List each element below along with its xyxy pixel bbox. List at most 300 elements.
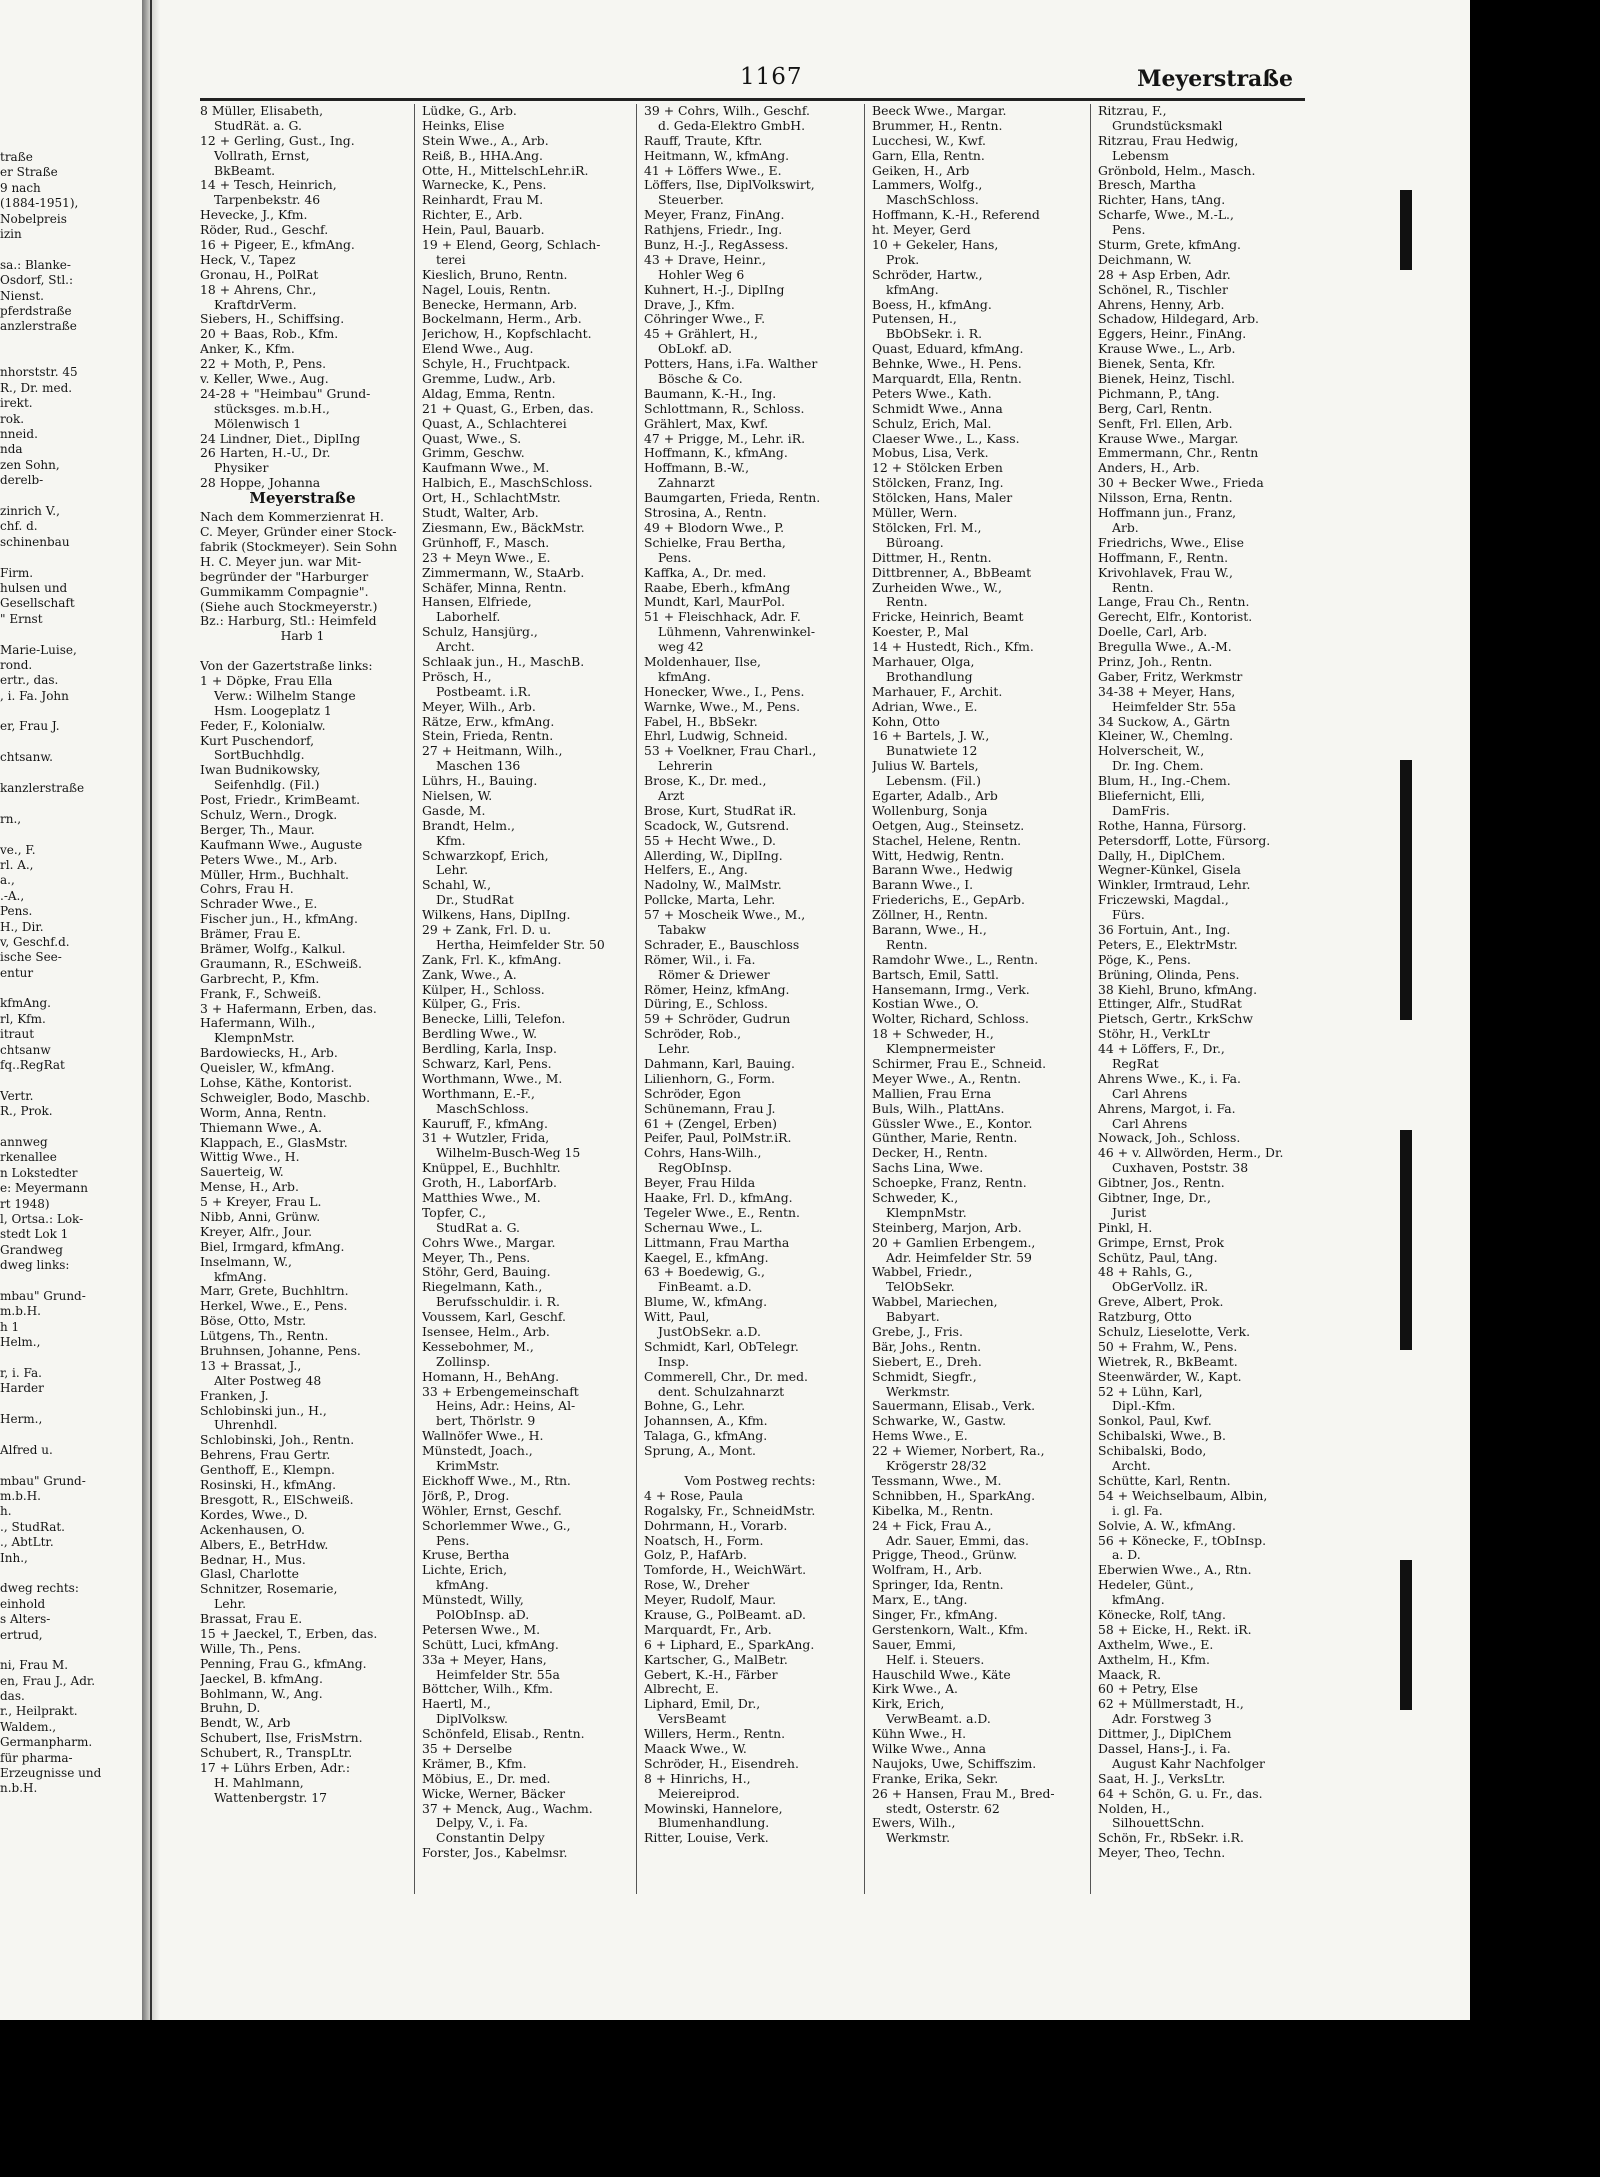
fragment-line (0, 1073, 140, 1088)
directory-entry: Anders, H., Arb. (1098, 460, 1200, 476)
fragment-line (0, 796, 140, 811)
directory-entry: Schoepke, Franz, Rentn. (872, 1175, 1027, 1191)
fragment-line: ., AbtLtr. (0, 1535, 54, 1550)
directory-entry: 56 + Könecke, F., tObInsp. (1098, 1532, 1267, 1548)
directory-entry: Wicke, Werner, Bäcker (422, 1785, 566, 1801)
fragment-line: mbau" Grund- (0, 1288, 86, 1303)
directory-entry: Beyer, Frau Hilda (644, 1175, 756, 1191)
fragment-line: s Alters- (0, 1612, 51, 1627)
directory-entry: Worthmann, E.-F., (422, 1085, 535, 1101)
directory-entry: Külper, H., Schloss. (422, 981, 545, 997)
directory-entry: Beeck Wwe., Margar. (872, 104, 1007, 118)
fragment-line: das. (0, 1689, 25, 1704)
directory-entry: 28 + Asp Erben, Adr. (1098, 266, 1231, 282)
directory-entry: Hoffmann, B.-W., (644, 460, 750, 476)
directory-entry: Rauff, Traute, Kftr. (644, 132, 763, 148)
fragment-line: n.b.H. (0, 1781, 38, 1796)
directory-entry: Lührs, H., Bauing. (422, 773, 538, 789)
directory-entry: Kleiner, W., Chemlng. (1098, 728, 1234, 744)
fragment-line: R., Dr. med. (0, 380, 73, 395)
fragment-line (0, 489, 140, 504)
directory-entry: Benecke, Lilli, Telefon. (422, 1011, 566, 1027)
fragment-line (0, 1458, 140, 1473)
directory-entry: begründer der "Harburger (200, 568, 369, 584)
directory-entry: Koester, P., Mal (872, 624, 969, 640)
directory-entry: Sauer, Emmi, (872, 1636, 957, 1652)
directory-entry: Meyer, Franz, FinAng. (644, 207, 785, 223)
directory-entry: Schyle, H., Fruchtpack. (422, 356, 571, 372)
directory-entry: Grundstücksmakl (1112, 117, 1223, 133)
directory-entry: Kfm. (436, 832, 466, 848)
directory-entry: Raabe, Eberh., kfmAng (644, 579, 791, 595)
directory-entry: Berdling, Karla, Insp. (422, 1041, 557, 1057)
directory-entry: 52 + Lühn, Karl, (1098, 1383, 1203, 1399)
gutter-line (150, 0, 152, 2020)
directory-entry: 47 + Prigge, M., Lehr. iR. (644, 430, 806, 446)
column-divider (1090, 104, 1091, 1894)
directory-entry: Schröder, Rob., (644, 1026, 742, 1042)
directory-entry: Hansen, Elfriede, (422, 594, 532, 610)
fragment-line: für pharma- (0, 1750, 73, 1765)
directory-entry: Barann, Wwe., H., (872, 921, 987, 937)
directory-entry: bert, Thörlstr. 9 (436, 1413, 536, 1429)
directory-entry: 17 + Lührs Erben, Adr.: (200, 1759, 351, 1775)
directory-entry: Lammers, Wolfg., (872, 177, 983, 193)
fragment-line: Helm., (0, 1335, 41, 1350)
directory-entry: Schwarke, W., Gastw. (872, 1413, 1007, 1429)
directory-entry: Klappach, E., GlasMstr. (200, 1134, 348, 1150)
directory-entry: 26 Harten, H.-U., Dr. (200, 445, 331, 461)
directory-entry: Worm, Anna, Rentn. (200, 1104, 327, 1120)
fragment-line: entur (0, 965, 34, 980)
directory-entry: Hansemann, Irmg., Verk. (872, 981, 1030, 997)
directory-entry: Berger, Th., Maur. (200, 821, 315, 837)
fragment-line: Inh., (0, 1550, 28, 1565)
directory-entry: Schlaak jun., H., MaschB. (422, 653, 585, 669)
directory-entry: Schibalski, Bodo, (1098, 1443, 1207, 1459)
fragment-line: nhorststr. 45 (0, 365, 78, 380)
directory-entry: Wolfram, H., Arb. (872, 1562, 983, 1578)
directory-entry: Krause, G., PolBeamt. aD. (644, 1606, 806, 1622)
directory-entry: Peters, E., ElektrMstr. (1098, 936, 1238, 952)
directory-entry: VersBeamt (658, 1711, 726, 1727)
directory-entry: Glasl, Charlotte (200, 1566, 299, 1582)
directory-entry: Brothandlung (886, 668, 973, 684)
directory-entry: Stölcken, Frl. M., (872, 519, 982, 535)
fragment-line: Firm. (0, 565, 34, 580)
directory-entry: Gerstenkorn, Walt., Kfm. (872, 1621, 1028, 1637)
fragment-line: 9 nach (0, 180, 41, 195)
directory-entry: Hedeler, Günt., (1098, 1577, 1194, 1593)
directory-entry: 14 + Hustedt, Rich., Kfm. (872, 639, 1034, 655)
directory-entry: Werkmstr. (886, 1830, 951, 1846)
street-heading: Meyerstraße (1137, 66, 1293, 92)
directory-entry: Ritter, Louise, Verk. (644, 1830, 769, 1846)
directory-entry: Bartsch, Emil, Sattl. (872, 966, 999, 982)
directory-entry: Franken, J. (200, 1387, 269, 1403)
directory-entry: Bendt, W., Arb (200, 1715, 291, 1731)
directory-entry: Schadow, Hildegard, Arb. (1098, 311, 1259, 327)
directory-entry: Krause Wwe., Margar. (1098, 430, 1239, 446)
directory-entry: Brämer, Wolfg., Kalkul. (200, 940, 346, 956)
directory-entry: Matthies Wwe., M. (422, 1190, 541, 1206)
fragment-line (0, 981, 140, 996)
directory-entry: 64 + Schön, G. u. Fr., das. (1098, 1785, 1263, 1801)
directory-entry: Schlobinski jun., H., (200, 1402, 327, 1418)
fragment-line: Harder (0, 1381, 44, 1396)
fragment-line: rn., (0, 811, 22, 826)
directory-entry: PolObInsp. aD. (436, 1606, 530, 1622)
directory-entry: Friedrichs, Wwe., Elise (1098, 534, 1244, 550)
fragment-line (0, 242, 140, 257)
directory-entry: ObLokf. aD. (658, 341, 733, 357)
directory-entry: Schlobinski, Joh., Rentn. (200, 1432, 355, 1448)
directory-entry: Bruhn, D. (200, 1700, 261, 1716)
directory-entry: Voussem, Karl, Geschf. (422, 1309, 566, 1325)
directory-column-5 (1098, 104, 1306, 1894)
directory-entry: Gebert, K.-H., Färber (644, 1666, 778, 1682)
directory-entry: Ahrens, Henny, Arb. (1098, 296, 1225, 312)
directory-entry: 1 + Döpke, Frau Ella (200, 672, 333, 688)
directory-entry (644, 1459, 856, 1474)
fragment-line: annweg (0, 1135, 48, 1149)
directory-entry: Gremme, Ludw., Arb. (422, 371, 556, 387)
directory-entry: Kurt Puschendorf, (200, 732, 315, 748)
directory-entry: Schlottmann, R., Schloss. (644, 400, 805, 416)
directory-entry: Nowack, Joh., Schloss. (1098, 1130, 1241, 1146)
fragment-line: n Lokstedter (0, 1165, 78, 1180)
directory-entry: Petersen Wwe., M. (422, 1621, 541, 1637)
fragment-line (0, 1643, 140, 1658)
fragment-line: zinrich V., (0, 503, 60, 518)
directory-entry: Schön, Fr., RbSekr. i.R. (1098, 1830, 1244, 1846)
directory-entry: Liphard, Emil, Dr., (644, 1696, 761, 1712)
fragment-line: rkenallee (0, 1150, 57, 1165)
directory-entry: ObGerVollz. iR. (1112, 1279, 1209, 1295)
directory-entry: Haake, Frl. D., kfmAng. (644, 1190, 793, 1206)
directory-entry: Schmidt, Siegfr., (872, 1368, 977, 1384)
directory-entry: Heinks, Elise (422, 117, 505, 133)
directory-entry: Reinhardt, Frau M. (422, 192, 544, 208)
directory-entry: Schrader Wwe., E. (200, 896, 318, 912)
directory-entry: Ritzrau, Frau Hedwig, (1098, 132, 1239, 148)
column-divider (414, 104, 415, 1894)
directory-entry: Berufsschuldir. i. R. (436, 1294, 560, 1310)
directory-entry: 18 + Ahrens, Chr., (200, 281, 317, 297)
directory-entry: Decker, H., Rentn. (872, 1145, 988, 1161)
directory-entry: Berg, Carl, Rentn. (1098, 400, 1213, 416)
directory-entry: 12 + Gerling, Gust., Ing. (200, 132, 355, 148)
directory-entry: Hsm. Loogeplatz 1 (214, 702, 332, 718)
directory-entry: Saat, H. J., VerksLtr. (1098, 1770, 1226, 1786)
fragment-line: Marie-Luise, (0, 642, 77, 657)
directory-entry: Sonkol, Paul, Kwf. (1098, 1413, 1212, 1429)
directory-entry: Pens. (436, 1532, 470, 1548)
directory-entry: Zahnarzt (658, 475, 715, 491)
directory-entry: Böse, Otto, Mstr. (200, 1313, 307, 1329)
directory-entry: Mallien, Frau Erna (872, 1085, 992, 1101)
directory-entry: Heins, Adr.: Heins, Al- (436, 1398, 576, 1414)
directory-entry: Wolter, Richard, Schloss. (872, 1011, 1029, 1027)
directory-entry: Wilhelm-Busch-Weg 15 (436, 1145, 581, 1161)
directory-entry: Quast, A., Schlachterei (422, 415, 567, 431)
directory-entry: KlempnMstr. (886, 1204, 967, 1220)
directory-entry: Knüppel, E., Buchhltr. (422, 1160, 561, 1176)
directory-entry: Grählert, Max, Kwf. (644, 415, 769, 431)
directory-entry: Pietsch, Gertr., KrkSchw (1098, 1011, 1253, 1027)
directory-entry: Genthoff, E., Klempn. (200, 1462, 335, 1478)
directory-entry: Löffers, Ilse, DiplVolkswirt, (644, 177, 815, 193)
directory-entry: Bösche & Co. (658, 371, 743, 387)
directory-entry: Nadolny, W., MalMstr. (644, 877, 782, 893)
left-page-fragment (0, 150, 140, 1797)
directory-entry: 20 + Gamlien Erbengem., (872, 1234, 1036, 1250)
directory-entry: Peters Wwe., M., Arb. (200, 851, 338, 867)
directory-entry: Haertl, M., (422, 1696, 491, 1712)
directory-entry: Anker, K., Kfm. (200, 341, 295, 357)
directory-entry: Tessmann, Wwe., M. (872, 1472, 1002, 1488)
directory-entry: Ort, H., SchlachtMstr. (422, 490, 561, 506)
directory-column-2 (422, 104, 627, 1894)
directory-entry: d. Geda-Elektro GmbH. (658, 117, 806, 133)
directory-entry: Arzt (658, 787, 685, 803)
fragment-line: Grandweg (0, 1242, 63, 1257)
directory-entry: Thiemann Wwe., A. (200, 1119, 322, 1135)
directory-entry: Commerell, Chr., Dr. med. (644, 1368, 808, 1384)
directory-entry: Tegeler Wwe., E., Rentn. (644, 1204, 800, 1220)
directory-entry: Schernau Wwe., L. (644, 1219, 763, 1235)
fragment-line: " Ernst (0, 611, 43, 626)
directory-entry: Zank, Frl. K., kfmAng. (422, 951, 562, 967)
directory-entry: 53 + Voelkner, Frau Charl., (644, 743, 817, 759)
directory-entry: Mobus, Lisa, Verk. (872, 445, 989, 461)
directory-entry: Brose, Kurt, StudRat iR. (644, 802, 797, 818)
directory-entry: 51 + Fleischhack, Adr. F. (644, 609, 801, 625)
directory-entry: Boess, H., kfmAng. (872, 296, 992, 312)
fragment-line: rond. (0, 657, 33, 672)
directory-entry: kfmAng. (886, 281, 939, 297)
directory-entry: Moldenhauer, Ilse, (644, 653, 761, 669)
fragment-line (0, 1350, 140, 1365)
directory-entry: 23 + Meyn Wwe., E. (422, 549, 551, 565)
directory-entry: Bienek, Heinz, Tischl. (1098, 371, 1235, 387)
directory-entry: Fricke, Heinrich, Beamt (872, 609, 1024, 625)
directory-entry: Prigge, Theod., Grünw. (872, 1547, 1017, 1563)
directory-entry: Hoffmann, K.-H., Referend (872, 207, 1040, 223)
directory-entry: Post, Friedr., KrimBeamt. (200, 792, 361, 808)
directory-entry: Emmermann, Chr., Rentn (1098, 445, 1259, 461)
directory-entry: Lebensm. (Fil.) (886, 773, 981, 789)
directory-entry: 55 + Hecht Wwe., D. (644, 832, 776, 848)
directory-entry: Jaeckel, B. kfmAng. (200, 1670, 323, 1686)
directory-entry: Behrens, Frau Gertr. (200, 1447, 331, 1463)
directory-entry: Stölcken, Franz, Ing. (872, 475, 1004, 491)
directory-entry: Rathjens, Friedr., Ing. (644, 222, 783, 238)
directory-entry: Brämer, Frau E. (200, 926, 301, 942)
directory-entry: Schäfer, Minna, Rentn. (422, 579, 567, 595)
directory-entry: Hohler Weg 6 (658, 266, 745, 282)
directory-entry: Elend Wwe., Aug. (422, 341, 534, 357)
directory-entry: Schwarzkopf, Erich, (422, 847, 549, 863)
fragment-line: H., Dir. (0, 919, 44, 934)
directory-entry: Lüdke, G., Arb. (422, 104, 517, 118)
directory-entry: Seifenhdlg. (Fil.) (214, 777, 320, 793)
directory-entry: 4 + Rose, Paula (644, 1487, 743, 1503)
directory-entry: 46 + v. Allwörden, Herm., Dr. (1098, 1145, 1284, 1161)
directory-entry: 8 + Hinrichs, H., (644, 1770, 751, 1786)
directory-entry: Graumann, R., ESchweiß. (200, 955, 362, 971)
directory-entry: Wittig Wwe., H. (200, 1149, 300, 1165)
directory-entry: stücksges. m.b.H., (214, 400, 330, 416)
directory-entry: Claeser Wwe., L., Kass. (872, 430, 1020, 446)
directory-entry: Sauermann, Elisab., Verk. (872, 1398, 1036, 1414)
directory-entry: Schirmer, Frau E., Schneid. (872, 1056, 1047, 1071)
directory-entry: MaschSchloss. (886, 192, 979, 208)
directory-entry: RegRat (1112, 1056, 1159, 1071)
directory-entry: 59 + Schröder, Gudrun (644, 1011, 791, 1027)
directory-entry: Fabel, H., BbSekr. (644, 713, 758, 729)
directory-entry: 58 + Eicke, H., Rekt. iR. (1098, 1621, 1252, 1637)
directory-entry: Ritzrau, F., (1098, 104, 1167, 118)
directory-entry: Dittmer, H., Rentn. (872, 549, 992, 565)
directory-entry: Rentn. (886, 594, 928, 610)
fragment-line: Nienst. (0, 288, 44, 303)
column-divider (864, 104, 865, 1894)
directory-entry: Warnke, Wwe., M., Pens. (644, 698, 801, 714)
directory-entry: Wilkens, Hans, DiplIng. (422, 907, 571, 923)
directory-entry: weg 42 (658, 639, 704, 655)
directory-entry: Dipl.-Kfm. (1112, 1398, 1176, 1414)
directory-entry: Peters Wwe., Kath. (872, 385, 992, 401)
directory-entry: Carl Ahrens (1112, 1115, 1188, 1131)
fragment-line (0, 704, 140, 719)
directory-entry: Meyer Wwe., A., Rentn. (872, 1070, 1022, 1086)
directory-entry: dent. Schulzahnarzt (658, 1383, 785, 1399)
directory-entry: Helfers, E., Ang. (644, 862, 748, 878)
directory-entry: Julius W. Bartels, (872, 758, 979, 774)
directory-entry: Bregulla Wwe., A.-M. (1098, 639, 1232, 655)
fragment-line: fq..RegRat (0, 1058, 65, 1073)
directory-entry: Stöhr, Gerd, Bauing. (422, 1264, 551, 1280)
directory-entry: Studt, Walter, Arb. (422, 505, 539, 521)
directory-entry: Sturm, Grete, kfmAng. (1098, 237, 1241, 253)
directory-entry: Jörß, P., Drog. (422, 1487, 510, 1503)
directory-entry: Doelle, Carl, Arb. (1098, 624, 1208, 640)
directory-entry: Harb 1 (280, 628, 325, 644)
directory-entry: 16 + Bartels, J. W., (872, 728, 990, 744)
directory-entry: Marquardt, Ella, Rentn. (872, 371, 1022, 387)
directory-entry: Gaber, Fritz, Werkmstr (1098, 668, 1243, 684)
directory-entry: Axthelm, Wwe., E. (1098, 1636, 1214, 1652)
directory-entry: Kauruff, F., kfmAng. (422, 1115, 548, 1131)
directory-entry: Kordes, Wwe., D. (200, 1506, 308, 1522)
fragment-line: ve., F. (0, 842, 36, 857)
directory-entry: Carl Ahrens (1112, 1085, 1188, 1101)
directory-entry: Quast, Eduard, kfmAng. (872, 341, 1024, 357)
directory-entry: 16 + Pigeer, E., kfmAng. (200, 237, 355, 253)
fragment-line (0, 1274, 140, 1289)
directory-entry: Ahrens, Margot, i. Fa. (1098, 1100, 1236, 1116)
directory-entry: Schubert, Ilse, FrisMstrn. (200, 1730, 363, 1746)
fragment-line: rl. A., (0, 857, 34, 872)
directory-entry: Blume, W., kfmAng. (644, 1294, 768, 1310)
fragment-line: ertr., das. (0, 673, 59, 688)
directory-entry: Iwan Budnikowsky, (200, 762, 321, 778)
directory-entry: Reiß, B., HHA.Ang. (422, 147, 543, 163)
directory-entry: Krögerstr 28/32 (886, 1458, 987, 1474)
fragment-line: kanzlerstraße (0, 781, 85, 796)
directory-entry: 43 + Drave, Heinr., (644, 251, 766, 267)
directory-entry: Schielke, Frau Bertha, (644, 534, 786, 550)
directory-entry: Laborhelf. (436, 609, 501, 625)
directory-entry: Pichmann, P., tAng. (1098, 385, 1220, 401)
directory-entry: Groth, H., LaborfArb. (422, 1175, 557, 1191)
fragment-line: nda (0, 442, 23, 457)
directory-entry: Grünhoff, F., Masch. (422, 534, 550, 550)
directory-entry: Franke, Erika, Sekr. (872, 1770, 999, 1786)
directory-entry: Fürs. (1112, 907, 1145, 923)
directory-entry: Gummikamm Compagnie". (200, 583, 369, 599)
directory-entry: 50 + Frahm, W., Pens. (1098, 1338, 1238, 1354)
directory-entry: Cuxhaven, Poststr. 38 (1112, 1160, 1249, 1176)
fragment-line (0, 627, 140, 642)
directory-entry: Winkler, Irmtraud, Lehr. (1098, 877, 1251, 893)
directory-column-1 (200, 104, 405, 1894)
fragment-line (0, 827, 140, 842)
directory-entry: Schmidt Wwe., Anna (872, 400, 1003, 416)
fragment-line: v, Geschf.d. (0, 934, 70, 949)
directory-entry: Friczewski, Magdal., (1098, 892, 1229, 908)
directory-entry: Meiereiprod. (658, 1785, 740, 1801)
directory-entry: Schünemann, Frau J. (644, 1100, 776, 1116)
directory-entry: Homann, H., BehAng. (422, 1368, 560, 1384)
directory-entry: Greve, Albert, Prok. (1098, 1294, 1224, 1310)
directory-entry: Oetgen, Aug., Steinsetz. (872, 817, 1025, 833)
directory-entry: Kruse, Bertha (422, 1547, 510, 1563)
directory-entry: Eggers, Heinr., FinAng. (1098, 326, 1247, 342)
directory-entry: Honecker, Wwe., I., Pens. (644, 683, 805, 699)
directory-entry: Müller, Wern. (872, 505, 958, 521)
fragment-line: Erzeugnisse und (0, 1766, 102, 1781)
directory-entry: BkBeamt. (214, 162, 276, 178)
directory-entry: Bär, Johs., Rentn. (872, 1338, 982, 1354)
directory-entry: 36 Fortuin, Ant., Ing. (1098, 921, 1231, 937)
directory-entry: Bunatwiete 12 (886, 743, 978, 759)
directory-entry: 63 + Boedewig, G., (644, 1264, 765, 1280)
fragment-line: rok. (0, 411, 25, 426)
directory-entry: terei (436, 251, 466, 267)
directory-entry: Kessebohmer, M., (422, 1338, 534, 1354)
directory-entry: 61 + (Zengel, Erben) (644, 1115, 777, 1131)
directory-entry: Krause Wwe., L., Arb. (1098, 341, 1236, 357)
directory-entry: Könecke, Rolf, tAng. (1098, 1606, 1226, 1622)
directory-entry: Gibtner, Inge, Dr., (1098, 1190, 1211, 1206)
directory-entry: 54 + Weichselbaum, Albin, (1098, 1487, 1268, 1503)
directory-entry: Ehrl, Ludwig, Schneid. (644, 728, 788, 744)
fragment-line: chtsanw. (0, 750, 53, 765)
directory-entry: Gerecht, Elfr., Kontorist. (1098, 609, 1253, 625)
directory-entry: Brose, K., Dr. med., (644, 773, 767, 789)
fragment-line: .-A., (0, 888, 25, 903)
directory-entry: DiplVolksw. (436, 1711, 508, 1727)
directory-entry: Bruhnsen, Johanne, Pens. (200, 1343, 361, 1359)
directory-entry: Siebers, H., Schiffsing. (200, 311, 345, 327)
directory-entry: 41 + Löffers Wwe., E. (644, 162, 782, 178)
fragment-line: izin (0, 226, 22, 241)
directory-entry: Dally, H., DiplChem. (1098, 847, 1226, 863)
directory-entry: Bienek, Senta, Kfr. (1098, 356, 1216, 372)
directory-entry: 13 + Brassat, J., (200, 1357, 302, 1373)
